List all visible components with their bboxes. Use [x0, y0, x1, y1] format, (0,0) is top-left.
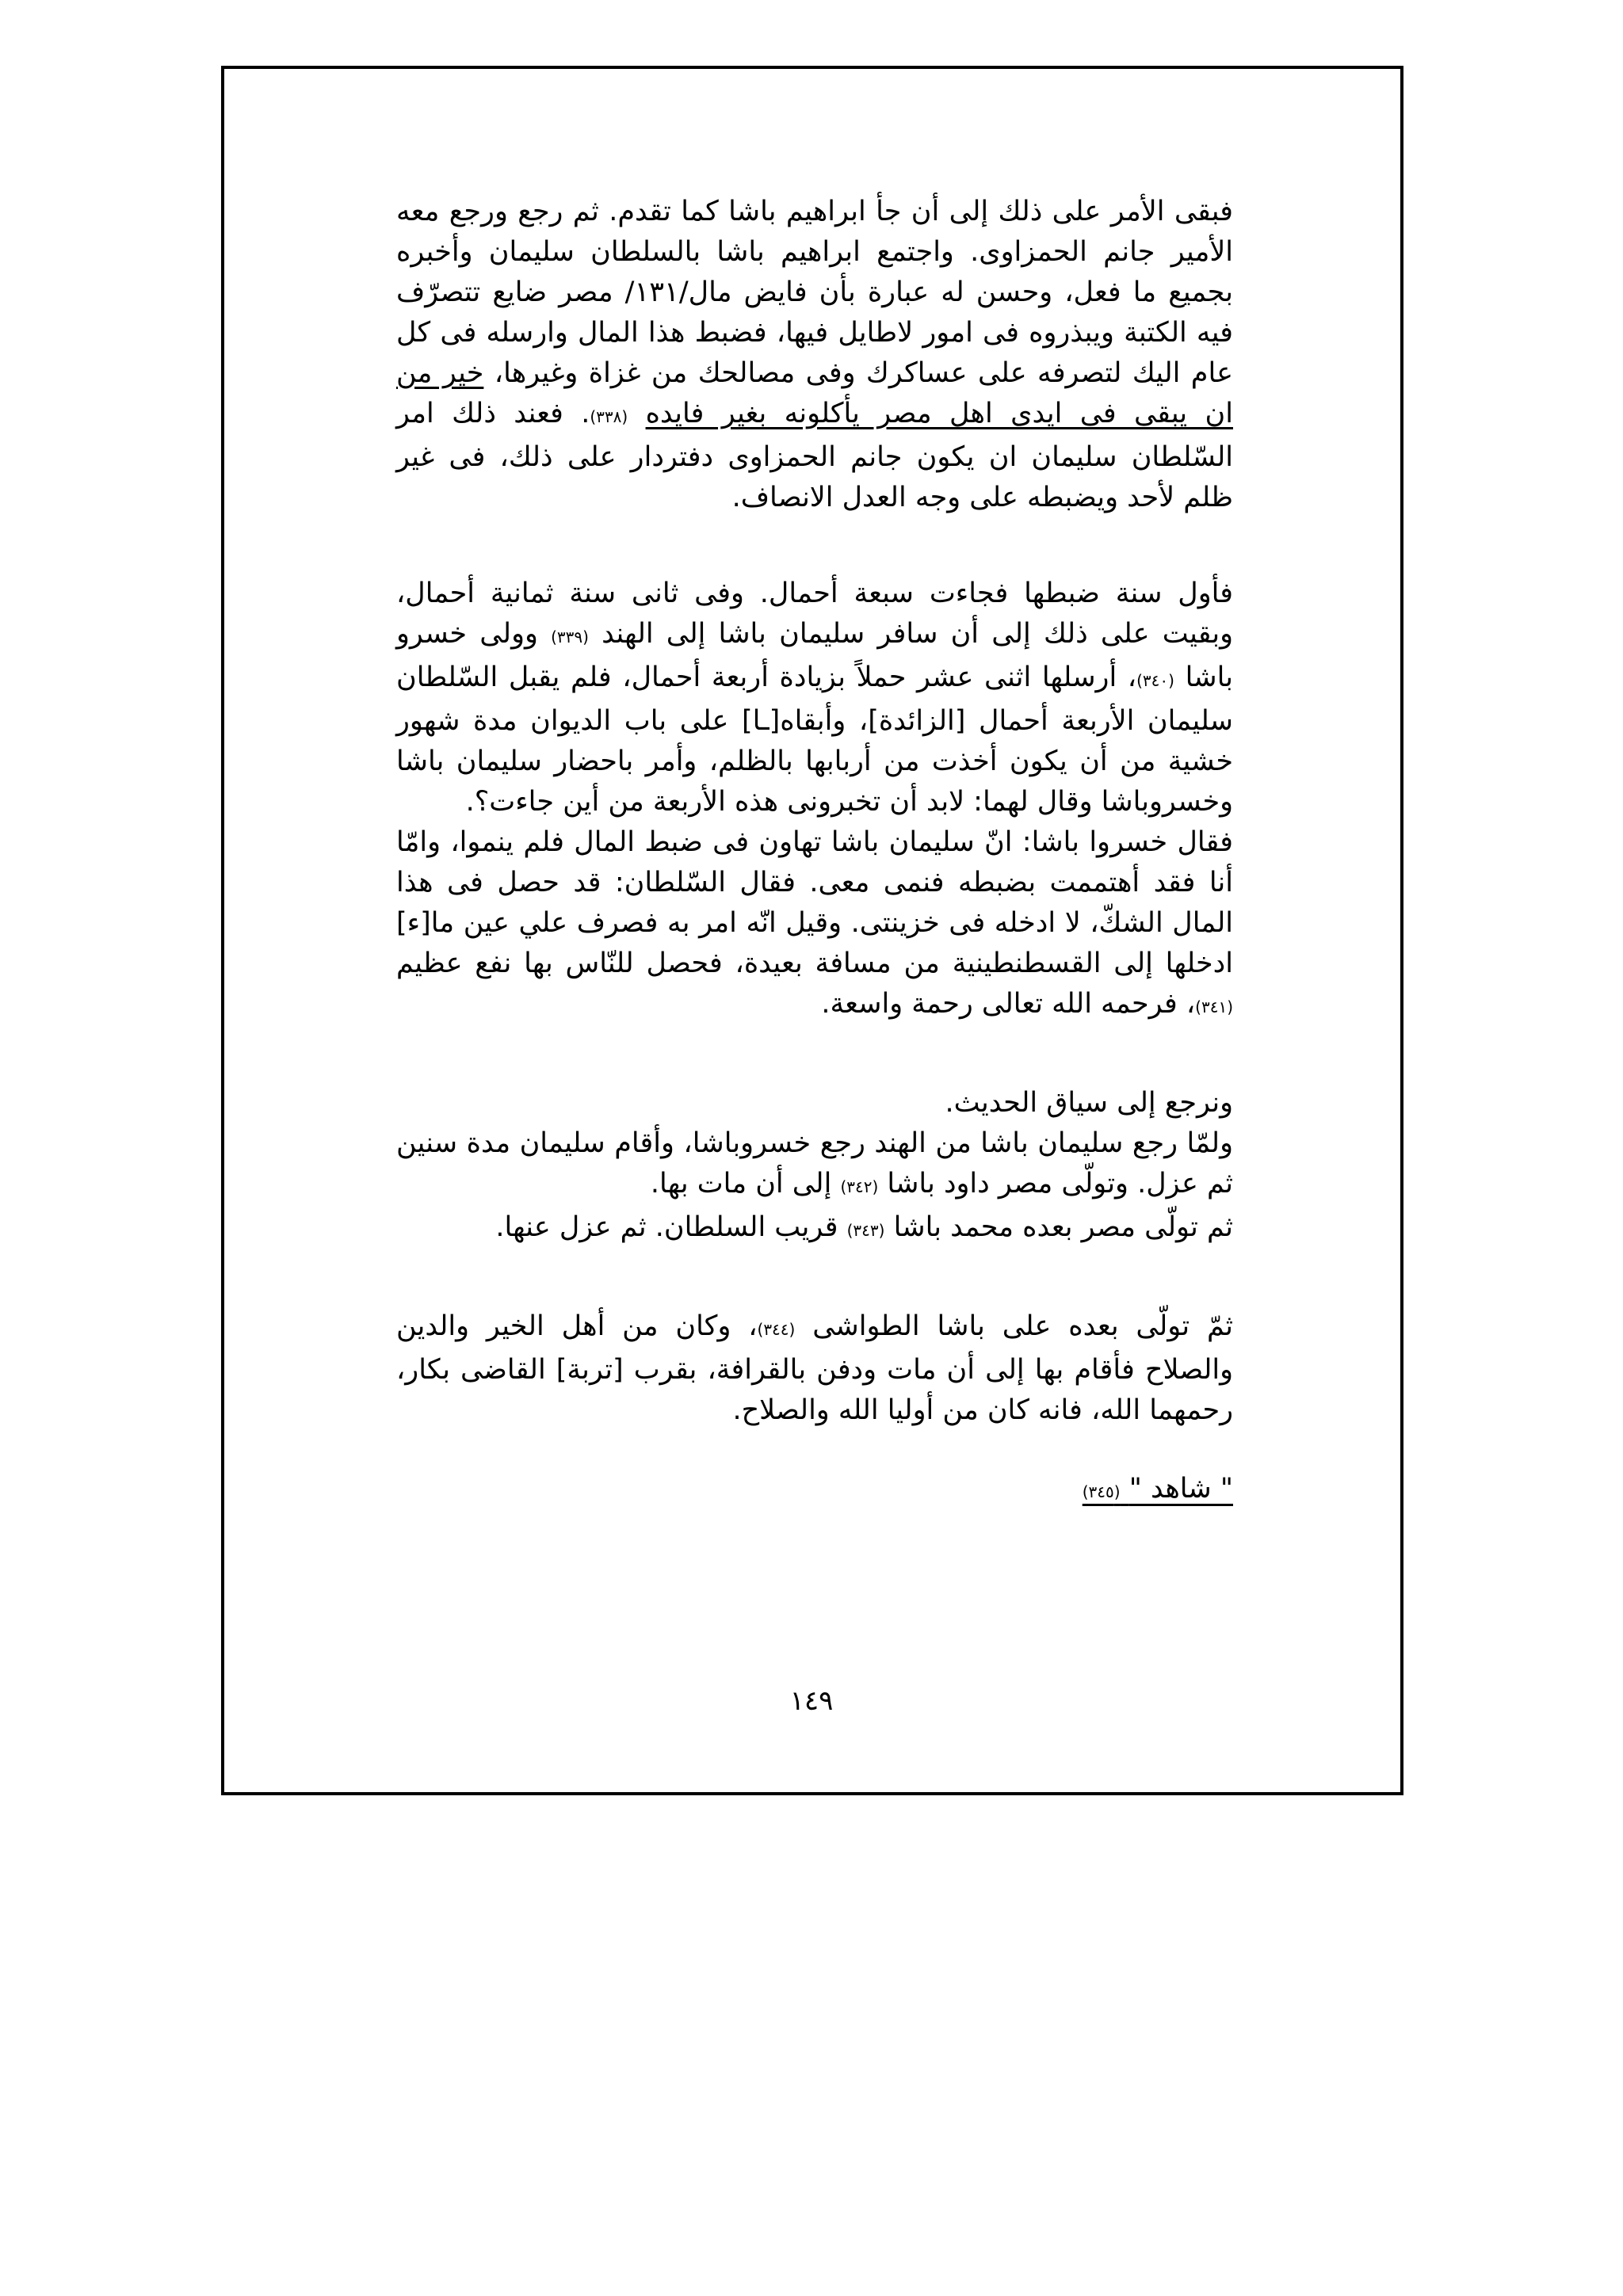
paragraph-text: ، فرحمه الله تعالى رحمة واسعة.: [821, 988, 1196, 1020]
paragraph-text: ونرجع إلى سياق الحديث.: [945, 1087, 1233, 1119]
paragraph-3: [396, 822, 1233, 1028]
signature-line: [396, 1469, 1233, 1512]
paragraph-text: ، أرسلها اثنى عشر حملاً بزيادة أربعة أحمال، فلم يقبل السّلطان سليمان الأربعة أحمال [الزائدة]، وأبقاه[ـا] على باب الديوان مدة شهور خشية من أن يكون أخذت من أربابها بالظلم، وأمر باحضار سليمان باشا وخسروباشا وقال لهما: لابد أن تخبرونى هذه الأربعة من أين جاءت؟.: [396, 662, 1233, 818]
paragraph-text: قريب السلطان. ثم عزل عنها.: [495, 1211, 847, 1243]
footnote-ref: (٣٤٤): [757, 1320, 796, 1339]
paragraph-7: [396, 1306, 1233, 1431]
paragraph-text: وولى خسرو باشا: [396, 618, 1233, 693]
footnote-ref: (٣٤١): [1195, 997, 1233, 1016]
paragraph-text: ثم تولّى مصر بعده محمد باشا: [884, 1211, 1233, 1243]
footnote-ref: (٣٤٣): [846, 1221, 885, 1240]
signature-text: [1083, 1473, 1233, 1505]
signature-label: " شاهد ": [1128, 1473, 1233, 1505]
paragraph-1: [396, 192, 1233, 518]
footnote-ref: (٣٣٨): [590, 407, 628, 426]
paragraph-text: . فعند ذلك امر السّلطان سليمان ان يكون جانم الحمزاوى دفتردار على ذلك، فى غير ظلم لأحد ويضبطه على وجه العدل الانصاف.: [396, 398, 1233, 513]
paragraph-6: [396, 1207, 1233, 1251]
paragraph-text: ثمّ تولّى بعده على باشا الطواشى: [795, 1310, 1233, 1342]
paragraph-text: ، وكان من أهل الخير والدين والصلاح فأقام بها إلى أن مات ودفن بالقرافة، بقرب [تربة] القاضى بكار، رحمهما الله، فانه كان من أوليا الله والصلاح.: [396, 1310, 1233, 1426]
paragraph-text: ولمّا رجع سليمان باشا من الهند رجع خسروباشا، وأقام سليمان مدة سنين ثم عزل. وتولّى مصر داود باشا: [396, 1127, 1233, 1199]
paragraph-5: [396, 1123, 1233, 1207]
paragraph-text: فأول سنة ضبطها فجاءت سبعة أحمال. وفى ثانى سنة ثمانية أحمال، وبقيت على ذلك إلى أن سافر سليمان باشا إلى الهند: [396, 578, 1233, 650]
footnote-ref: (٣٤٥): [1082, 1482, 1121, 1501]
page-number: ١٤٩: [789, 1685, 834, 1717]
paragraph-text: فقال خسروا باشا: انّ سليمان باشا تهاون فى ضبط المال فلم ينموا، وامّا أنا فقد أهتممت بضبطه فنمى معى. فقال السّلطان: قد حصل فى هذا المال الشكّ، لا ادخله فى خزينتى. وقيل انّه امر به فصرف علي عين ما[ء] ادخلها إلى القسطنطينية من مسافة بعيدة، فحصل للنّاس بها نفع عظيم: [396, 826, 1233, 979]
document-body: [396, 192, 1233, 1512]
paragraph-text: فبقى الأمر على ذلك إلى أن جأ ابراهيم باشا كما تقدم. ثم رجع ورجع معه الأمير جانم الحمزاوى. واجتمع ابراهيم باشا بالسلطان سليمان وأخبره بجميع ما فعل، وحسن له عبارة بأن فايض مال/١٣١/ مصر ضايع تتصرّف فيه الكتبة ويبذروه فى امور لاطايل فيها، فضبط هذا المال وارسله فى كل عام اليك لتصرفه على عساكرك وفى مصالحك من غزاة وغيرها،: [396, 196, 1233, 389]
footnote-ref: (٣٤٠): [1136, 671, 1174, 690]
footnote-ref: (٣٤٢): [840, 1177, 879, 1196]
underlined-quote: خير من ان يبقى فى ايدى اهل مصر يأكلونه بغير فايده: [396, 357, 1233, 429]
paragraph-text: إلى أن مات بها.: [650, 1168, 841, 1199]
paragraph-4: [396, 1083, 1233, 1123]
footnote-ref: (٣٣٩): [551, 627, 589, 646]
paragraph-2: [396, 574, 1233, 822]
